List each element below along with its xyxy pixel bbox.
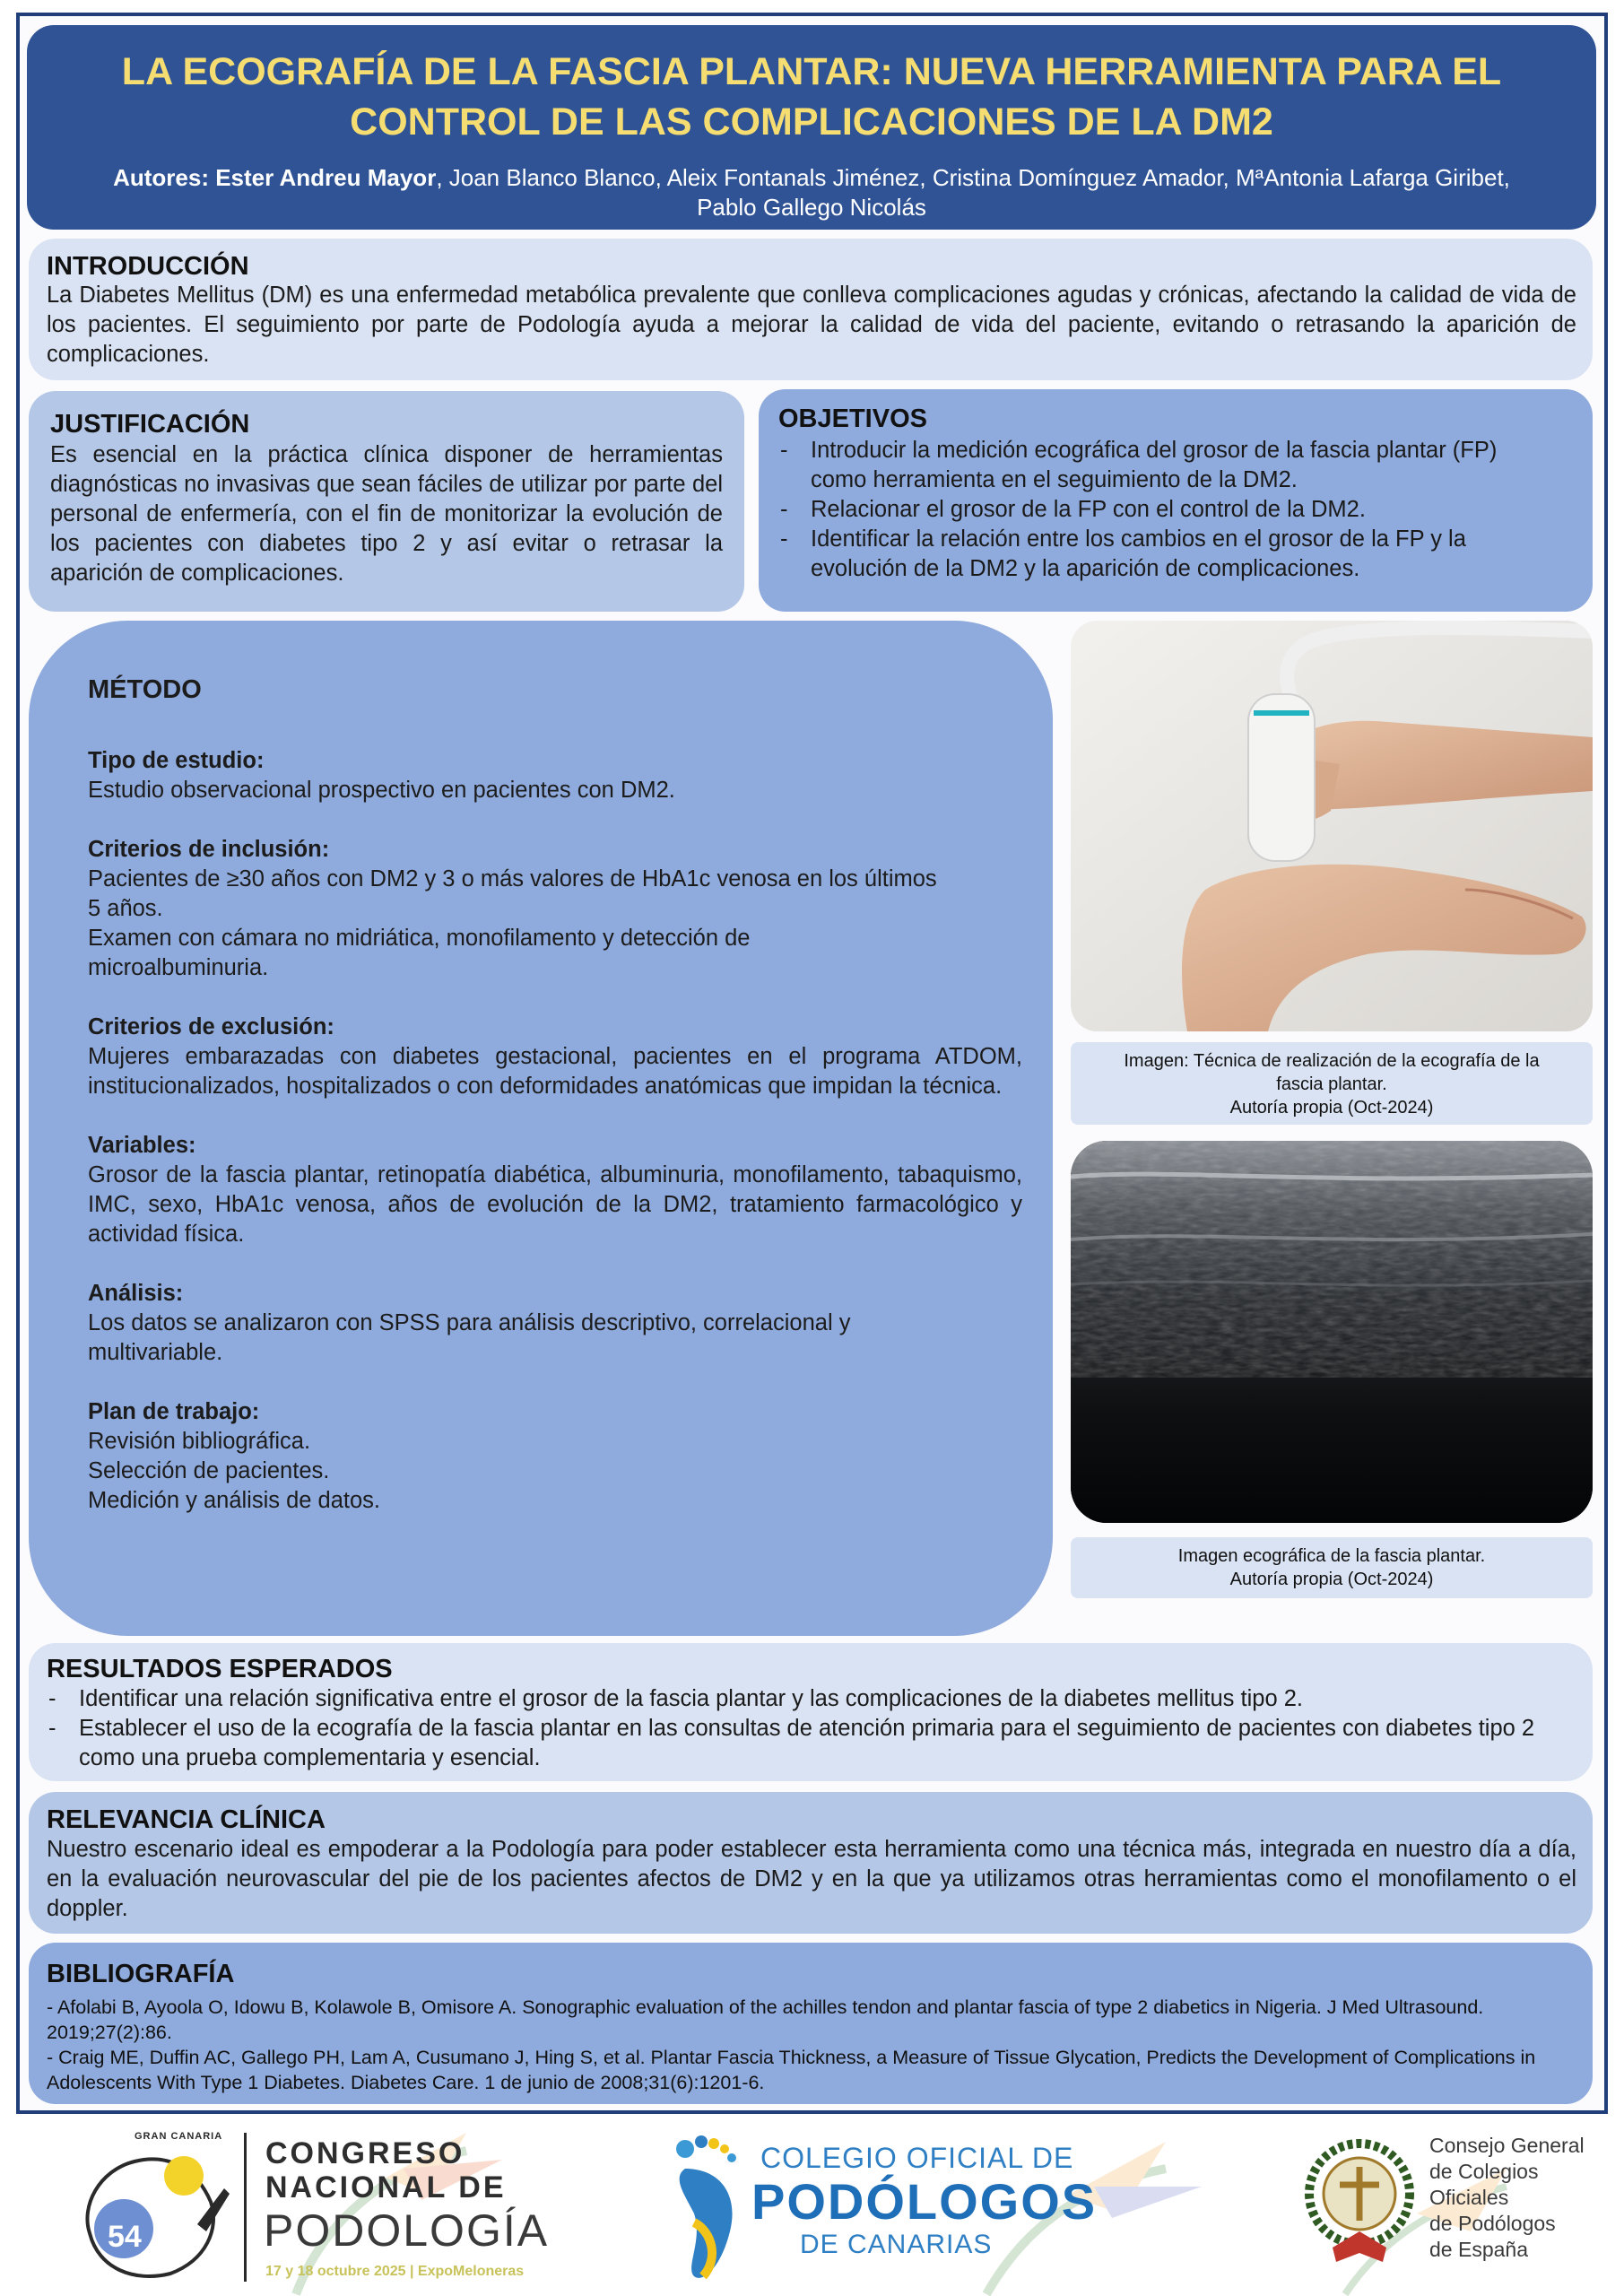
sonography-texture: [1071, 1141, 1593, 1523]
ultrasound-technique-photo: [1071, 621, 1593, 1031]
congress-date: 17 y 18 octubre 2025 | ExpoMeloneras: [265, 2264, 525, 2279]
caption-1-credit: Autoría propia (Oct-2024): [1229, 1098, 1434, 1118]
relevancia-text: Nuestro escenario ideal es empoderar a la Podología para poder establecer esta herramienta como una técnica más, integrada en nuestro día a día, en la evaluación neurovascular del pie de los pacientes afectos de DM2 y en la que ya utilizamos otras herramientas como el monofilamento o el doppler.: [47, 1837, 1576, 1921]
exclusion-title: Criterios de exclusión:: [88, 1014, 334, 1039]
resultados-list: [47, 1684, 1576, 1773]
analisis-title: Análisis:: [88, 1281, 184, 1306]
island-name: GRAN CANARIA: [135, 2131, 223, 2142]
variables-text: Grosor de la fascia plantar, retinopatía diabética, albuminuria, monofilamento, tabaquismo, IMC, sexo, HbA1c venosa, años de evolución de la DM2, tratamiento farmacológico y actividad física.: [88, 1162, 1022, 1247]
co-authors: , Joan Blanco Blanco, Aleix Fontanals Jiménez, Cristina Domínguez Amador, MªAntonia Lafarga Giribet,: [436, 164, 1510, 191]
introduccion-section: [29, 239, 1593, 380]
resultados-heading: RESULTADOS ESPERADOS: [47, 1655, 393, 1683]
caption-1-line: Imagen: Técnica de realización de la ecografía de la: [1124, 1051, 1540, 1071]
congreso-title: [265, 2136, 507, 2205]
consejo-line: Oficiales: [1429, 2186, 1509, 2209]
justificacion-heading: JUSTIFICACIÓN: [50, 410, 250, 439]
objetivo-item: - Identificar la relación entre los cambios en el grosor de la FP y la evolución de la DM2 y la aparición de complicaciones.: [778, 525, 1557, 584]
consejo-seal: [1297, 2131, 1422, 2274]
reference-item: - Afolabi B, Ayoola O, Idowu B, Kolawole B, Omisore A. Sonographic evaluation of the achilles tendon and plantar fascia of type 2 diabetics in Nigeria. J Med Ultrasound. 2019;27(2):86.: [47, 1996, 1484, 2043]
objetivos-heading: OBJETIVOS: [778, 404, 927, 433]
photo-1-caption: [1071, 1042, 1593, 1125]
caption-2-credit: Autoría propia (Oct-2024): [1229, 1570, 1434, 1589]
first-author: Autores: Ester Andreu Mayor: [113, 164, 437, 191]
ultrasound-scan-image: [1071, 1141, 1593, 1523]
plan-item: Selección de pacientes.: [88, 1458, 330, 1483]
tipo-estudio-text: Estudio observacional prospectivo en pacientes con DM2.: [88, 778, 675, 803]
tipo-estudio-title: Tipo de estudio:: [88, 748, 265, 773]
variables-title: Variables:: [88, 1133, 196, 1158]
footer-divider: [244, 2133, 247, 2282]
plan-item: Revisión bibliográfica.: [88, 1429, 311, 1454]
bibliografia-heading: BIBLIOGRAFÍA: [47, 1960, 235, 1988]
footprint-logo: [667, 2133, 757, 2285]
congreso-line: CONGRESO: [265, 2136, 465, 2170]
caption-1-line: fascia plantar.: [1276, 1074, 1387, 1094]
consejo-line: Consejo General: [1429, 2134, 1585, 2157]
footer-logos: [0, 2115, 1624, 2296]
plan-title: Plan de trabajo:: [88, 1399, 260, 1424]
consejo-line: de España: [1429, 2238, 1528, 2261]
objetivo-item: - Introducir la medición ecográfica del grosor de la fascia plantar (FP) como herramienta en el seguimiento de la DM2.: [778, 436, 1557, 495]
justificacion-text: Es esencial en la práctica clínica disponer de herramientas diagnósticas no invasivas que sean fáciles de utilizar por parte del personal de enfermería, con el fin de monitorizar la evolución de los pacientes con diabetes tipo 2 y así evitar o retrasar la aparición de complicaciones.: [50, 442, 723, 586]
resultado-item: - Establecer el uso de la ecografía de la fascia plantar en las consultas de atención primaria para el seguimiento de pacientes con diabetes tipo 2 como una prueba complementaria y esencial.: [47, 1714, 1576, 1773]
objetivos-list: [778, 436, 1557, 584]
congress-edition-number: 54: [108, 2220, 142, 2254]
colegio-line-1: COLEGIO OFICIAL DE: [760, 2142, 1074, 2174]
podologia-wordmark: PODOLOGÍA: [264, 2205, 550, 2256]
colegio-line-2: PODÓLOGOS: [751, 2173, 1098, 2230]
caption-2-line: Imagen ecográfica de la fascia plantar.: [1177, 1546, 1486, 1566]
foot-probe-illustration: [1071, 621, 1593, 1031]
consejo-name: [1429, 2133, 1585, 2263]
congreso-line: NACIONAL DE: [265, 2170, 507, 2205]
analisis-text: Los datos se analizaron con SPSS para análisis descriptivo, correlacional y multivariable.: [88, 1310, 851, 1365]
bibliografia-section: [29, 1943, 1593, 2104]
objetivos-section: [759, 389, 1593, 612]
poster-header: [27, 25, 1596, 230]
consejo-line: de Podólogos: [1429, 2212, 1556, 2235]
inclusion-title: Criterios de inclusión:: [88, 837, 330, 862]
resultados-section: [29, 1643, 1593, 1781]
resultado-item: - Identificar una relación significativa entre el grosor de la fascia plantar y las complicaciones de la diabetes mellitus tipo 2.: [47, 1684, 1576, 1714]
metodo-heading: MÉTODO: [88, 675, 202, 704]
title-line-1: LA ECOGRAFÍA DE LA FASCIA PLANTAR: NUEVA HERRAMIENTA PARA EL: [121, 50, 1502, 93]
poster-title: [54, 47, 1569, 147]
objetivo-item: - Relacionar el grosor de la FP con el control de la DM2.: [778, 495, 1557, 525]
references-list: [47, 1995, 1575, 2095]
authors: [63, 163, 1560, 222]
congress-island-logo: [63, 2126, 242, 2285]
justificacion-section: [29, 391, 744, 612]
title-line-2: CONTROL DE LAS COMPLICACIONES DE LA DM2: [350, 100, 1273, 144]
introduccion-heading: INTRODUCCIÓN: [47, 252, 249, 281]
metodo-section: [29, 621, 1053, 1636]
exclusion-text: Mujeres embarazadas con diabetes gestacional, pacientes en el programa ATDOM, institucionalizados, hospitalizados o con deformidades anatómicas que impidan la técnica.: [88, 1044, 1022, 1099]
inclusion-text-2: Examen con cámara no midriática, monofilamento y detección de microalbuminuria.: [88, 926, 751, 980]
relevancia-section: [29, 1792, 1593, 1934]
co-authors-line-2: Pablo Gallego Nicolás: [697, 194, 926, 221]
introduccion-text: La Diabetes Mellitus (DM) es una enfermedad metabólica prevalente que conlleva complicaciones agudas y crónicas, afectando la calidad de vida de los pacientes. El seguimiento por parte de Podología ayuda a mejorar la calidad de vida del paciente, evitando o retrasando la aparición de complicaciones.: [47, 283, 1576, 367]
consejo-line: de Colegios: [1429, 2160, 1539, 2183]
colegio-line-3: DE CANARIAS: [800, 2230, 993, 2259]
relevancia-heading: RELEVANCIA CLÍNICA: [47, 1805, 326, 1834]
reference-item: - Craig ME, Duffin AC, Gallego PH, Lam A, Cusumano J, Hing S, et al. Plantar Fascia Thickness, a Measure of Tissue Glycation, Predicts the Development of Complications in Adolescents With Type 1 Diabetes. Diabetes Care. 1 de junio de 2008;31(6):1201-6.: [47, 2047, 1536, 2093]
photo-2-caption: [1071, 1537, 1593, 1598]
inclusion-text-1: Pacientes de ≥30 años con DM2 y 3 o más valores de HbA1c venosa en los últimos 5 años.: [88, 866, 937, 921]
plan-item: Medición y análisis de datos.: [88, 1488, 381, 1513]
